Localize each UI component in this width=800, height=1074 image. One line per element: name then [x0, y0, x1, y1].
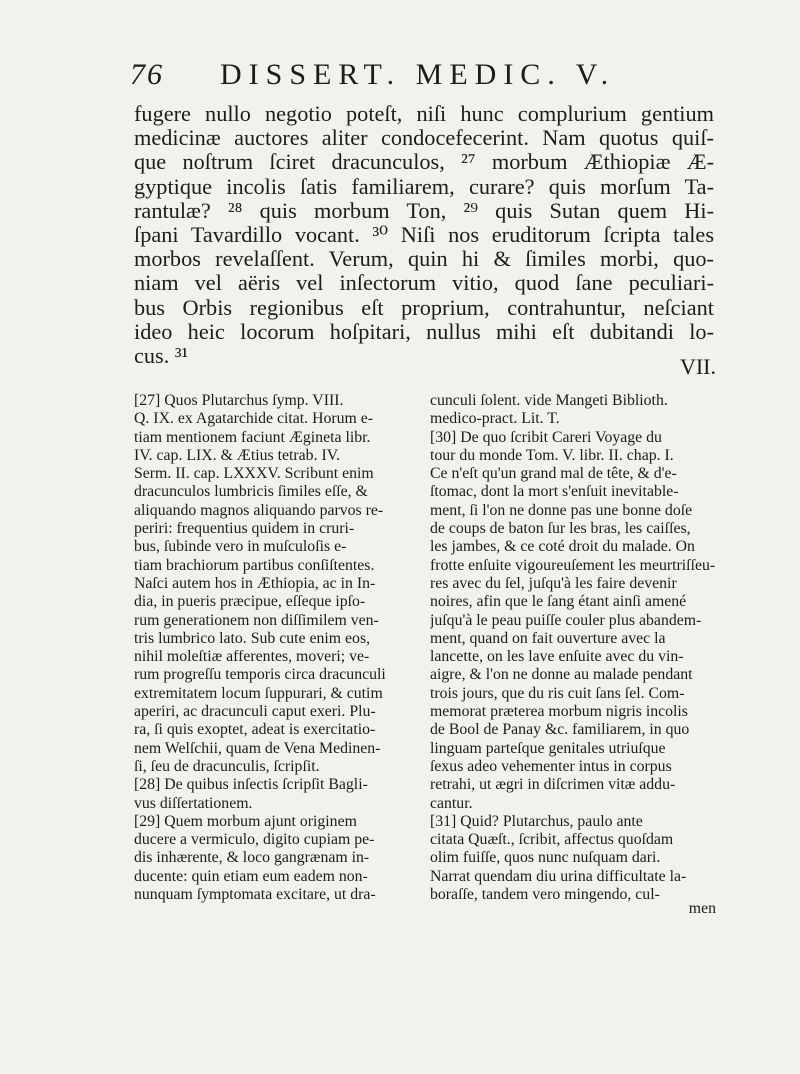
running-title: DISSERT. MEDIC. V.	[220, 58, 616, 91]
footnote-line: Q. IX. ex Agatarchide citat. Horum e-	[134, 410, 374, 428]
footnote-line: olim fuiſſe, quos nunc nuſquam dari.	[430, 849, 661, 867]
footnote-line: medico-pract. Lit. T.	[430, 410, 560, 428]
footnote-line: extremitatem locum ſuppurari, & cutim	[134, 684, 383, 702]
footnote-line: periri: frequentius quidem in cruri-	[134, 520, 355, 538]
footnote-line: frotte enſuite vigoureuſement les meurtriſſeu-	[430, 556, 716, 574]
footnote-line: rum progreſſu temporis circa dracunculi	[134, 666, 386, 684]
footnote-line: nihil moleſtiæ afferentes, moveri; ve-	[134, 648, 370, 666]
footnote-line: IV. cap. LIX. & Ætius tetrab. IV.	[134, 446, 341, 464]
footnote-line: de Bool de Panay &c. familiarem, in quo	[430, 721, 690, 739]
footnote-line: tour du monde Tom. V. libr. II. chap. I.	[430, 446, 674, 464]
footnote-line: ment, ſi l'on ne donne pas une bonne doſe	[430, 501, 693, 519]
text-line: bus Orbis regionibus eſt proprium, contrahuntur, neſciant	[134, 294, 714, 320]
text-line: medicinæ auctores aliter condocefecerint. Nam quotus quiſ-	[134, 125, 714, 151]
footnote-line: lancette, on les lave enſuite avec du vin-	[430, 648, 684, 666]
footnote-line: nunquam ſymptomata excitare, ut dra-	[134, 886, 376, 904]
page-number: 76	[130, 58, 164, 91]
footnote-line: tiam brachiorum partibus conſiſtentes.	[134, 556, 375, 574]
footnote-line: citata Quæſt., ſcribit, affectus quoſdam	[430, 831, 674, 849]
footnote-line: ducere a vermiculo, digito cupiam pe-	[134, 831, 375, 849]
footnote-line: ra, ſi quis exoptet, adeat is exercitatio-	[134, 721, 376, 739]
text-line: gyptique incolis ſatis familiarem, curare? quis morſum Ta-	[134, 173, 714, 199]
text-line: que noſtrum ſciret dracunculos, ²⁷ morbum Æthiopiæ Æ-	[134, 149, 714, 175]
footnote-line: retrahi, ut ægri in diſcrimen vitæ addu-	[430, 776, 676, 794]
footnote-line: ducente: quin etiam eum eadem non-	[134, 867, 368, 885]
catchword: VII.	[679, 354, 716, 379]
text-line: niam vel aëris vel inſectorum vitio, quod ſane peculiari-	[134, 270, 714, 296]
text-line: fugere nullo negotio poteſt, niſi hunc complurium gentium	[134, 101, 714, 126]
footnote-line: linguam parteſque genitales utriuſque	[430, 739, 666, 757]
footnote-line: les jambes, & ce coté droit du malade. On	[430, 538, 695, 556]
footnote-line: juſqu'à le peau puiſſe couler plus abandem-	[430, 611, 702, 629]
footnote-line: Ce n'eſt qu'un grand mal de tête, & d'e-	[430, 465, 677, 483]
footnote-line: aliquando magnos aliquando parvos re-	[134, 501, 384, 519]
text-line: ſpani Tavardillo vocant. ³⁰ Niſi nos eruditorum ſcripta tales	[134, 222, 714, 248]
footnote-line: noires, afin que le ſang étant ainſi amené	[430, 593, 687, 611]
footnote-line: rum generationem non diſſimilem ven-	[134, 611, 379, 629]
footnote-line: tiam mentionem faciunt Ægineta libr.	[134, 428, 371, 446]
running-head	[130, 58, 630, 98]
footnote-line: dis inhærente, & loco gangrænam in-	[134, 849, 370, 867]
footnote-line: Serm. II. cap. LXXXV. Scribunt enim	[134, 465, 374, 483]
footnote-line: [27] Quos Plutarchus ſymp. VIII.	[134, 392, 344, 409]
footnote-line: boraſſe, tandem vero mingendo, cul-	[430, 886, 660, 904]
footnote-line: ſtomac, dont la mort s'enſuit inevitable-	[430, 483, 679, 501]
footnote-line: aperiri, ac dracunculi caput exeri. Plu-	[134, 703, 376, 721]
footnote-line: tris lumbrico lato. Sub cute enim eos,	[134, 629, 371, 647]
footnote-line: ſexus adeo vehementer intus in corpus	[430, 757, 672, 775]
footnote-line: cantur.	[430, 794, 473, 812]
footnote-line: trois jours, que du ris cuit ſans ſel. Com-	[430, 684, 685, 702]
footnotes-left-column	[134, 392, 418, 904]
text-line: morbos revelaſſent. Verum, quin hi & ſimiles morbi, quo-	[134, 246, 714, 272]
footnote-line: [28] De quibus inſectis ſcripſit Bagli-	[134, 776, 368, 794]
text-line: ideo heic locorum hoſpitari, nullus mihi eſt dubitandi lo-	[134, 318, 714, 344]
footnote-line: Naſci autem hos in Æthiopia, ac in In-	[134, 574, 376, 592]
footnote-line: [30] De quo ſcribit Careri Voyage du	[430, 428, 662, 446]
footnote-line: [31] Quid? Plutarchus, paulo ante	[430, 812, 643, 830]
footnote-line: Narrat quendam diu urina difficultate la-	[430, 867, 687, 885]
footnote-catchword: men	[688, 900, 716, 917]
footnote-line: de coups de baton ſur les bras, les caiſſes,	[430, 520, 691, 538]
footnote-line: cunculi ſolent. vide Mangeti Biblioth.	[430, 392, 668, 409]
footnote-line: memorat præterea morbum nigris incolis	[430, 703, 688, 721]
footnote-line: bus, ſubinde vero in muſculoſis e-	[134, 538, 347, 556]
footnote-line: ſi, ſeu de dracunculis, ſcripſit.	[134, 757, 320, 775]
footnote-line: dracunculos lumbricis ſimiles eſſe, &	[134, 483, 368, 501]
text-line: cus. ³¹	[134, 343, 189, 369]
footnote-line: vus diſſertationem.	[134, 794, 253, 812]
main-text-block	[134, 102, 714, 368]
footnote-line: res avec du ſel, juſqu'à les faire devenir	[430, 574, 677, 592]
footnote-line: ment, quand on fait ouverture avec la	[430, 629, 666, 647]
text-line: rantulæ? ²⁸ quis morbum Ton, ²⁹ quis Sutan quem Hi-	[134, 197, 714, 223]
footnote-line: aigre, & l'on ne donne au malade pendant	[430, 666, 693, 684]
footnote-line: [29] Quem morbum ajunt originem	[134, 812, 357, 830]
footnote-line: dia, in pueris præcipue, eſſeque ipſo-	[134, 593, 366, 611]
footnotes-right-column	[430, 392, 716, 904]
footnote-line: nem Welſchii, quam de Vena Medinen-	[134, 739, 381, 757]
